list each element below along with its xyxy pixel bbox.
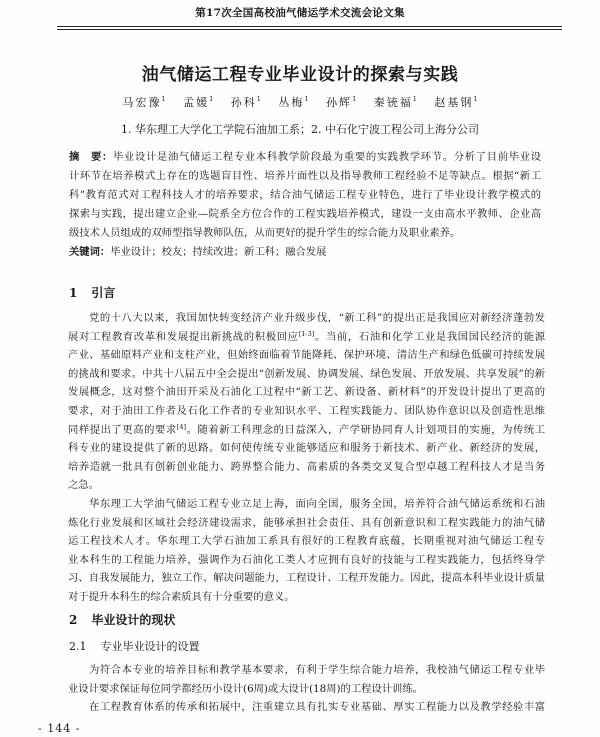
abstract-block bbox=[69, 148, 541, 262]
paragraph-line: 科专业的建设提供了新的思路。如何使传统专业能够适应和服务于新技术、新产业、新经济的发展， bbox=[68, 442, 545, 455]
paragraph bbox=[68, 309, 545, 495]
author bbox=[278, 96, 308, 109]
author-name: 孙科 bbox=[230, 96, 257, 109]
paragraph-line: 在工程教育体系的传承和拓展中，注重建立具有扎实专业基础、厚实工程能力以及教学经验丰富 bbox=[89, 701, 545, 714]
author bbox=[183, 96, 213, 109]
line-text: 。随着新工科理念的日益深入，产学研协同育人计划项目的实施，为传统工 bbox=[186, 423, 546, 436]
citation-mark: [1-3] bbox=[298, 329, 315, 338]
page-number: - 144 - bbox=[38, 722, 81, 735]
author-name: 丛梅 bbox=[278, 96, 305, 109]
section-number: 1 bbox=[69, 286, 78, 300]
paragraph-line: 产业、基础原料产业和支柱产业，但始终面临着节能降耗、保护环境、清洁生产和绿色低碳可持续发展 bbox=[68, 349, 545, 362]
subsection-body bbox=[68, 661, 545, 717]
author-affiliation-mark: 1 bbox=[412, 95, 417, 103]
keywords-line bbox=[69, 243, 541, 262]
author-affiliation-mark: 1 bbox=[161, 95, 166, 103]
paragraph-line: 为符合本专业的培养目标和教学基本要求，有利于学生综合能力培养，我校油气储运工程专业毕 bbox=[89, 664, 545, 676]
section-title: 引言 bbox=[91, 286, 116, 300]
author-name: 孙辉 bbox=[326, 96, 353, 109]
paragraph bbox=[68, 698, 545, 717]
author-name: 马宏豫 bbox=[122, 96, 162, 109]
paragraph-line: 之急。 bbox=[68, 479, 99, 492]
affiliation-line: 1. 华东理工大学化工学院石油加工系；2. 中石化宁波工程公司上海分公司 bbox=[121, 123, 479, 136]
paragraph-line: 业本科生的工程能力培养，强调作为石油化工类人才应拥有良好的技能与工程实践能力，包括终身学 bbox=[68, 553, 545, 566]
author bbox=[374, 96, 417, 109]
author bbox=[326, 96, 356, 109]
paragraph-line: 炼化行业发展和区域社会经济建设需求，能够承担社会责任、具有创新意识和工程实践能力的油气储 bbox=[68, 516, 545, 529]
section-body bbox=[68, 309, 545, 607]
paragraph-line: 的挑战和要求。中共十八届五中全会提出“创新发展、协调发展、绿色发展、开放发展、共享发展”的新 bbox=[68, 367, 545, 380]
header-rule bbox=[57, 26, 562, 30]
paragraph bbox=[68, 661, 545, 698]
paragraph-line bbox=[68, 421, 545, 440]
author bbox=[434, 96, 477, 109]
paragraph-line: 华东理工大学油气储运工程专业立足上海，面向全国，服务全国，培养符合油气储运系统和石油 bbox=[89, 497, 545, 510]
author-list bbox=[0, 94, 600, 112]
keywords-label: 关键词： bbox=[69, 246, 111, 258]
abstract-line: 探索与实践，提出建立企业—院系全方位合作的工程实践培养模式，建设一支由高水平教师、企业高 bbox=[69, 208, 541, 220]
author-affiliation-mark: 1 bbox=[473, 95, 478, 103]
section-heading bbox=[69, 284, 115, 302]
author-name: 孟媛 bbox=[183, 96, 210, 109]
author-affiliation-mark: 1 bbox=[209, 95, 214, 103]
paragraph-line: 党的十八大以来，我国加快转变经济产业升级步伐，“新工科”的提出正是我国应对新经济蓬勃发 bbox=[89, 312, 545, 324]
paragraph bbox=[68, 495, 545, 607]
abstract-label: 摘 要： bbox=[69, 151, 113, 163]
paragraph-line: 业设计要求保证每位同学都经历小设计(6周)或大设计(18周)的工程设计训练。 bbox=[68, 682, 423, 695]
abstract-line bbox=[69, 148, 541, 167]
abstract-line: 级技术人员组成的双师型指导教师队伍，从而更好的提升学生的综合能力及职业素养。 bbox=[69, 227, 461, 239]
paragraph-line: 培养造就一批具有创新创业能力、跨界整合能力、高素质的各类交叉复合型卓越工程科技人才是当务 bbox=[68, 460, 545, 473]
author-affiliation-mark: 1 bbox=[304, 95, 309, 103]
paragraph-line: 运工程技术人才。华东理工大学石油加工系具有很好的工程教育底蕴，长期重视对油气储运工程专 bbox=[68, 535, 545, 548]
abstract-text: 毕业设计是油气储运工程专业本科教学阶段最为重要的实践教学环节。分析了目前毕业设 bbox=[112, 151, 542, 163]
paragraph-line: 要求，对于油田工作者及石化工作者的专业知识水平、工程实践能力、团队协作意识以及创造性思维 bbox=[68, 404, 545, 417]
author bbox=[231, 96, 261, 109]
subsection-title: 专业毕业设计的设置 bbox=[100, 640, 200, 653]
abstract-line: 计环节在培养模式上存在的选题盲目性、培养片面性以及指导教师工程经验不足等缺点。根据“新工 bbox=[69, 170, 541, 182]
paragraph-line: 对于提升本科生的综合素质具有十分重要的意义。 bbox=[68, 590, 295, 603]
paragraph-line: 发展概念，这对整个油田开采及石油化工过程中“新工艺、新设备、新材料”的开发设计提出了更高的 bbox=[68, 386, 545, 399]
paper-title: 油气储运工程专业毕业设计的探索与实践 bbox=[141, 65, 459, 85]
citation-mark: [4] bbox=[176, 422, 187, 431]
line-text: 展对工程教育改革和发展提出新挑战的积极回应 bbox=[68, 330, 299, 343]
paragraph-line bbox=[68, 328, 545, 347]
author bbox=[123, 96, 166, 109]
author-affiliation-mark: 1 bbox=[256, 95, 261, 103]
section-title: 毕业设计的现状 bbox=[91, 613, 176, 627]
author-name: 赵基钢 bbox=[434, 96, 474, 109]
line-text: 。当前，石油和化学工业是我国国民经济的能源 bbox=[314, 330, 546, 343]
subsection-number: 2.1 bbox=[69, 640, 87, 653]
section-heading bbox=[69, 611, 175, 629]
running-header: 第17次全国高校油气储运学术交流会论文集 bbox=[195, 7, 405, 19]
author-affiliation-mark: 1 bbox=[352, 95, 357, 103]
abstract-line: 科”教育范式对工程科技人才的培养要求，结合油气储运工程专业特色，进行了毕业设计教学模式的 bbox=[69, 189, 541, 201]
author-name: 秦铳福 bbox=[373, 96, 413, 109]
section-number: 2 bbox=[69, 613, 78, 627]
keywords-text: 毕业设计；校友；持续改进；新工科；融合发展 bbox=[110, 246, 327, 258]
subsection-heading bbox=[69, 638, 200, 656]
paragraph-line: 习、自我发展能力，独立工作、解决问题能力，工程设计、工程开发能力。因此，提高本科毕业设计质量 bbox=[68, 572, 545, 585]
line-text: 同样提出了更高的要求 bbox=[68, 423, 177, 436]
